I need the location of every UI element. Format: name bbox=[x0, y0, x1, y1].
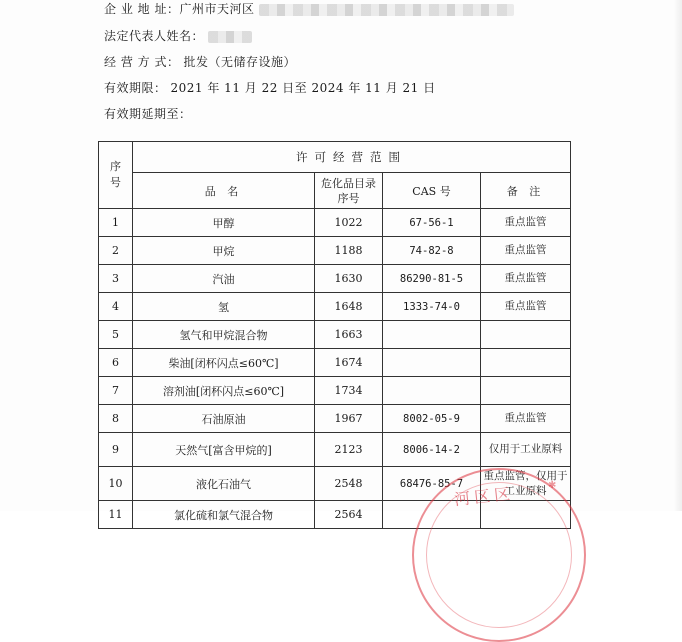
validity-line bbox=[104, 79, 436, 96]
row-number: 7 bbox=[99, 377, 133, 405]
row-number: 10 bbox=[99, 467, 133, 501]
table-row bbox=[99, 293, 571, 321]
row-note: 仅用于工业原料 bbox=[481, 433, 571, 467]
row-number: 9 bbox=[99, 433, 133, 467]
row-catalog-number: 1734 bbox=[315, 377, 383, 405]
table-row bbox=[99, 209, 571, 237]
row-catalog-number: 1674 bbox=[315, 349, 383, 377]
row-note: 重点监管，仅用于工业原料 bbox=[481, 467, 571, 501]
row-product-name: 天然气[富含甲烷的] bbox=[133, 433, 315, 467]
extension-line bbox=[104, 105, 192, 122]
mode-line bbox=[104, 53, 296, 70]
row-cas-number: 1333-74-0 bbox=[383, 293, 481, 321]
row-number: 4 bbox=[99, 293, 133, 321]
table-row bbox=[99, 433, 571, 467]
row-note: 重点监管 bbox=[481, 265, 571, 293]
address-line bbox=[104, 0, 514, 17]
row-cas-number: 86290-81-5 bbox=[383, 265, 481, 293]
row-number: 3 bbox=[99, 265, 133, 293]
address-value: 广州市天河区 bbox=[179, 2, 255, 16]
row-catalog-number: 1630 bbox=[315, 265, 383, 293]
column-header-note: 备 注 bbox=[481, 173, 571, 209]
redacted-legal-rep bbox=[208, 31, 252, 43]
row-note: 重点监管 bbox=[481, 237, 571, 265]
row-product-name: 甲烷 bbox=[133, 237, 315, 265]
stamp-fragment: ✱ bbox=[548, 480, 557, 491]
seq-header: 序号 bbox=[99, 142, 133, 209]
row-number: 8 bbox=[99, 405, 133, 433]
table-row bbox=[99, 265, 571, 293]
row-product-name: 氢气和甲烷混合物 bbox=[133, 321, 315, 349]
row-cas-number: 8002-05-9 bbox=[383, 405, 481, 433]
row-catalog-number: 1022 bbox=[315, 209, 383, 237]
row-product-name: 液化石油气 bbox=[133, 467, 315, 501]
row-cas-number: 67-56-1 bbox=[383, 209, 481, 237]
row-catalog-number: 2564 bbox=[315, 501, 383, 529]
row-product-name: 汽油 bbox=[133, 265, 315, 293]
row-number: 5 bbox=[99, 321, 133, 349]
row-catalog-number: 1663 bbox=[315, 321, 383, 349]
legal-rep-label: 法定代表人姓名： bbox=[104, 29, 205, 43]
scope-header: 许可经营范围 bbox=[133, 142, 571, 173]
row-note: 重点监管 bbox=[481, 293, 571, 321]
row-cas-number bbox=[383, 349, 481, 377]
row-number: 2 bbox=[99, 237, 133, 265]
row-number: 11 bbox=[99, 501, 133, 529]
table-row bbox=[99, 349, 571, 377]
row-number: 1 bbox=[99, 209, 133, 237]
validity-label: 有效期限： bbox=[104, 81, 167, 95]
row-product-name: 柴油[闭杯闪点≤60℃] bbox=[133, 349, 315, 377]
validity-value: 2021 年 11 月 22 日至 2024 年 11 月 21 日 bbox=[170, 81, 436, 95]
official-seal: 河区区 bbox=[412, 468, 586, 642]
row-catalog-number: 1967 bbox=[315, 405, 383, 433]
row-cas-number: 8006-14-2 bbox=[383, 433, 481, 467]
row-product-name: 氢 bbox=[133, 293, 315, 321]
row-note bbox=[481, 349, 571, 377]
row-product-name: 溶剂油[闭杯闪点≤60℃] bbox=[133, 377, 315, 405]
row-cas-number: 74-82-8 bbox=[383, 237, 481, 265]
row-product-name: 氯化硫和氯气混合物 bbox=[133, 501, 315, 529]
row-catalog-number: 2548 bbox=[315, 467, 383, 501]
row-note bbox=[481, 377, 571, 405]
redacted-address bbox=[259, 4, 514, 16]
column-header-catalog: 危化品目录序号 bbox=[315, 173, 383, 209]
address-label: 企 业 地 址： bbox=[104, 2, 180, 16]
row-cas-number bbox=[383, 377, 481, 405]
row-catalog-number: 2123 bbox=[315, 433, 383, 467]
table-row bbox=[99, 405, 571, 433]
row-catalog-number: 1648 bbox=[315, 293, 383, 321]
row-note: 重点监管 bbox=[481, 209, 571, 237]
extension-label: 有效期延期至： bbox=[104, 107, 192, 121]
row-cas-number: 68476-85-7 bbox=[383, 467, 481, 501]
column-header-cas: CAS 号 bbox=[383, 173, 481, 209]
row-note: 重点监管 bbox=[481, 405, 571, 433]
row-cas-number bbox=[383, 321, 481, 349]
row-product-name: 石油原油 bbox=[133, 405, 315, 433]
mode-value: 批发（无储存设施） bbox=[183, 55, 296, 69]
table-row bbox=[99, 237, 571, 265]
table-row bbox=[99, 377, 571, 405]
mode-label: 经 营 方 式： bbox=[104, 55, 180, 69]
row-note bbox=[481, 321, 571, 349]
row-number: 6 bbox=[99, 349, 133, 377]
table-row bbox=[99, 321, 571, 349]
column-header-name: 品 名 bbox=[133, 173, 315, 209]
row-product-name: 甲醇 bbox=[133, 209, 315, 237]
legal-rep-line bbox=[104, 27, 252, 44]
row-catalog-number: 1188 bbox=[315, 237, 383, 265]
